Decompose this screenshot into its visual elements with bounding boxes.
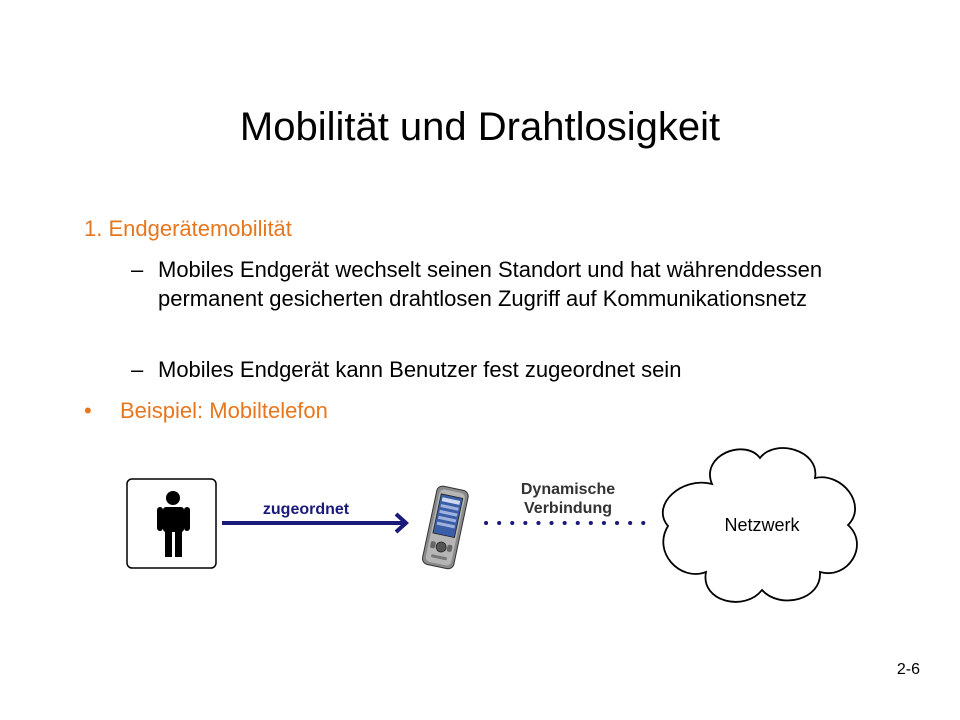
page-number: 2-6	[896, 661, 920, 678]
section-heading: 1. Endgerätemobilität	[84, 216, 292, 241]
subpoint-text: Mobiles Endgerät wechselt seinen Standort und hat währenddessen permanent gesicherten drahtlosen Zugriff auf Kommunikationsnetz	[158, 257, 823, 311]
bullet-marker: •	[84, 398, 92, 423]
connection-label-line2: Verbindung	[524, 500, 612, 517]
bullet-text: Beispiel: Mobiltelefon	[120, 398, 328, 423]
connection-label-line1: Dynamische	[520, 481, 616, 498]
arrow-label: zugeordnet	[262, 501, 350, 518]
dash-marker: –	[131, 257, 144, 282]
subpoint-text: Mobiles Endgerät kann Benutzer fest zugeordnet sein	[158, 357, 682, 382]
person-icon	[127, 479, 216, 568]
dash-marker: –	[131, 357, 144, 382]
pda-device-icon	[421, 485, 469, 570]
slide-title: Mobilität und Drahtlosigkeit	[239, 105, 721, 149]
network-label: Netzwerk	[724, 515, 800, 535]
